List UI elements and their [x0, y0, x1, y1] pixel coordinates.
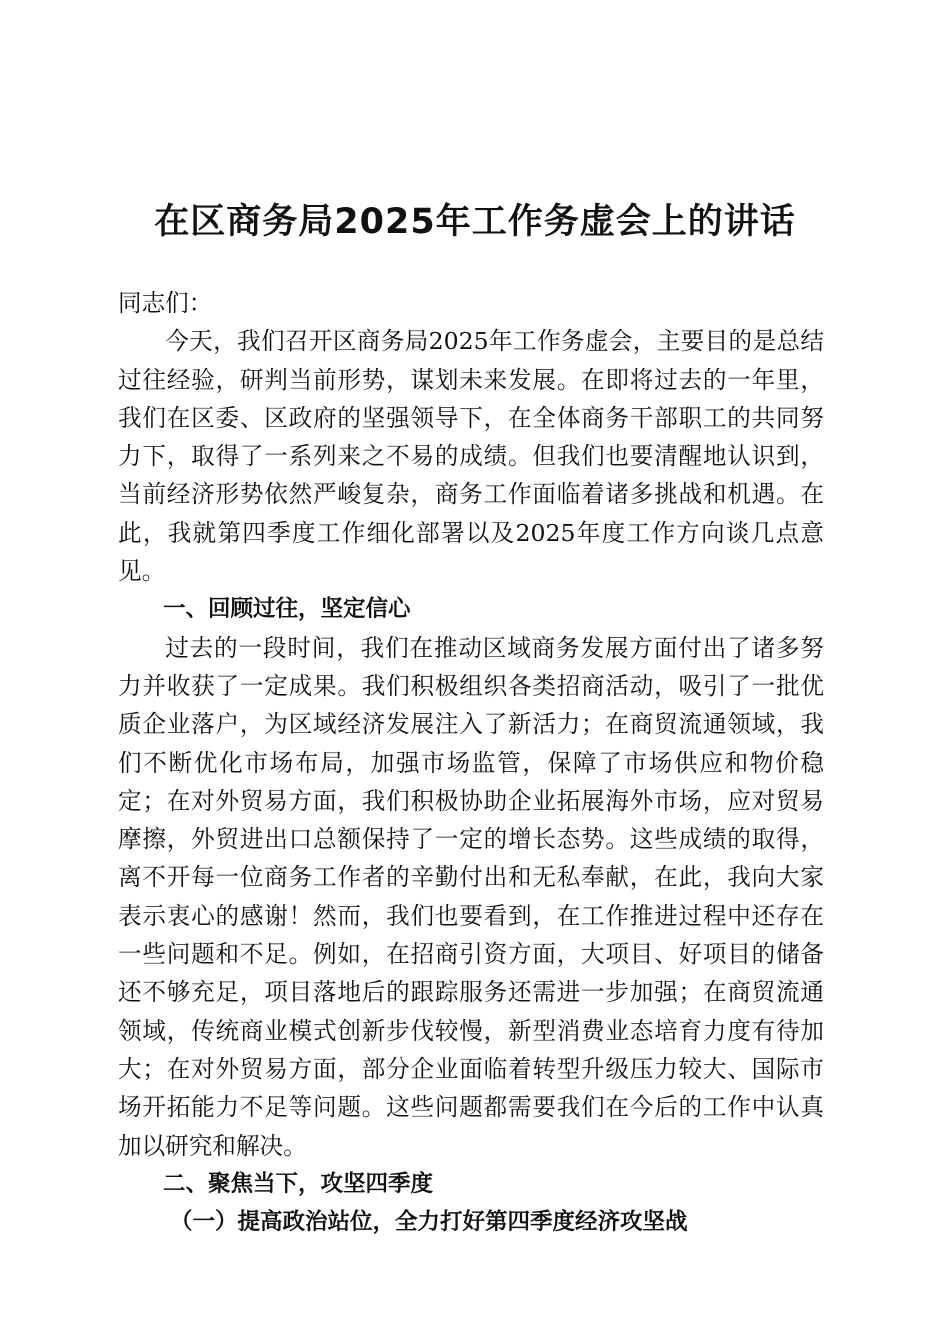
section-2-heading: 二、聚焦当下，攻坚四季度: [163, 1170, 434, 1197]
intro-paragraph: 今天，我们召开区商务局2025年工作务虚会，主要目的是总结过往经验，研判当前形势，谋划未来发展。在即将过去的一年里，我们在区委、区政府的坚强领导下，在全体商务干部职工的共同努力下，取得了一系列来之不易的成绩。但我们也要清醒地认识到，当前经济形势依然严峻复杂，商务工作面临着诸多挑战和机遇。在此，我就第四季度工作细化部署以及2025年度工作方向谈几点意见。: [118, 327, 824, 586]
section-1-heading: 一、回顾过往，坚定信心: [163, 596, 411, 623]
section-1-paragraph: 过去的一段时间，我们在推动区域商务发展方面付出了诸多努力并收获了一定成果。我们积极组织各类招商活动，吸引了一批优质企业落户，为区域经济发展注入了新活力；在商贸流通领域，我们不断优化市场布局，加强市场监管，保障了市场供应和物价稳定；在对外贸易方面，我们积极协助企业拓展海外市场，应对贸易摩擦，外贸进出口总额保持了一定的增长态势。这些成绩的取得，离不开每一位商务工作者的辛勤付出和无私奉献，在此，我向大家表示衷心的感谢！然而，我们也要看到，在工作推进过程中还存在一些问题和不足。例如，在招商引资方面，大项目、好项目的储备还不够充足，项目落地后的跟踪服务还需进一步加强；在商贸流通领域，传统商业模式创新步伐较慢，新型消费业态培育力度有待加大；在对外贸易方面，部分企业面临着转型升级压力较大、国际市场开拓能力不足等问题。这些问题都需要我们在今后的工作中认真加以研究和解决。: [118, 633, 824, 1160]
document-body: [118, 284, 824, 1241]
section-2-subheading-1: （一）提高政治站位，全力打好第四季度经济攻坚战: [170, 1209, 688, 1236]
salutation: 同志们：: [118, 289, 213, 317]
document-title: 在区商务局2025年工作务虚会上的讲话: [154, 202, 796, 242]
